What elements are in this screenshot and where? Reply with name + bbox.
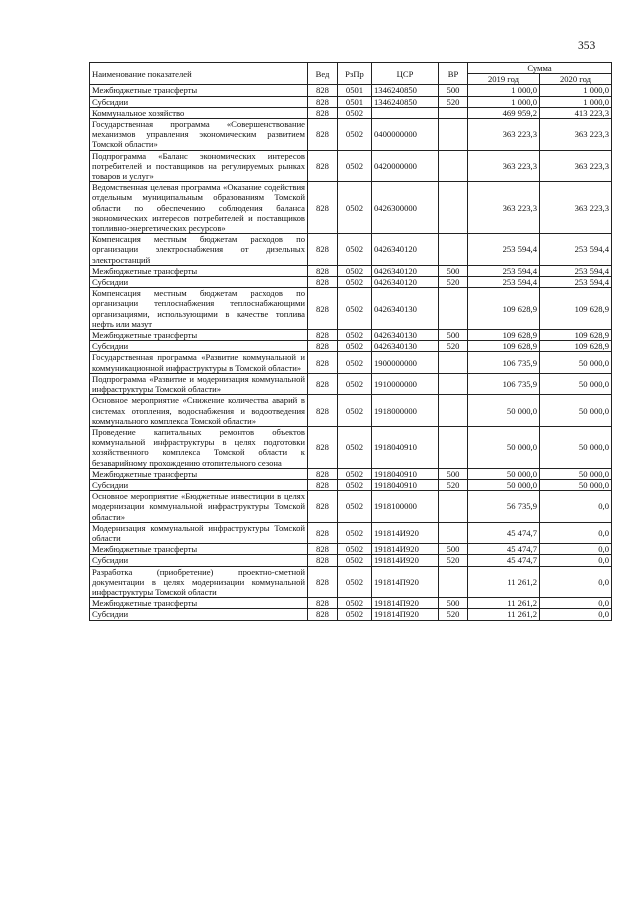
cell-2019: 45 474,7	[468, 555, 540, 566]
cell-csr: 0426300000	[372, 182, 439, 234]
cell-ved: 828	[308, 395, 338, 427]
cell-vr: 500	[439, 598, 468, 609]
cell-name: Субсидии	[90, 341, 308, 352]
cell-ved: 828	[308, 234, 338, 266]
cell-name: Межбюджетные трансферты	[90, 85, 308, 96]
table-row	[90, 373, 612, 394]
table-row	[90, 566, 612, 598]
table-row	[90, 352, 612, 373]
cell-2020: 253 594,4	[540, 277, 612, 288]
cell-rzpr: 0502	[338, 341, 372, 352]
cell-name: Субсидии	[90, 96, 308, 107]
cell-csr: 191814И920	[372, 544, 439, 555]
table-body	[90, 85, 612, 620]
cell-2020: 363 223,3	[540, 182, 612, 234]
cell-2020: 1 000,0	[540, 96, 612, 107]
cell-2019: 11 261,2	[468, 598, 540, 609]
cell-name: Субсидии	[90, 555, 308, 566]
cell-rzpr: 0502	[338, 468, 372, 479]
cell-ved: 828	[308, 544, 338, 555]
cell-name: Государственная программа «Совершенствование механизмов управления экономическим развитием Томской области»	[90, 119, 308, 151]
cell-2019: 50 000,0	[468, 426, 540, 468]
cell-vr	[439, 426, 468, 468]
cell-2020: 109 628,9	[540, 288, 612, 330]
cell-csr: 0400000000	[372, 119, 439, 151]
header-sum: Сумма	[468, 63, 612, 74]
cell-vr: 500	[439, 544, 468, 555]
cell-2019: 109 628,9	[468, 330, 540, 341]
cell-ved: 828	[308, 566, 338, 598]
cell-name: Субсидии	[90, 277, 308, 288]
cell-2019: 11 261,2	[468, 566, 540, 598]
cell-csr	[372, 107, 439, 118]
cell-name: Разработка (приобретение) проектно-сметной документации в целях модернизации коммунальной инфраструктуры Томской области	[90, 566, 308, 598]
table-row	[90, 288, 612, 330]
table-row	[90, 609, 612, 620]
cell-vr	[439, 288, 468, 330]
cell-ved: 828	[308, 468, 338, 479]
table-row	[90, 598, 612, 609]
cell-name: Компенсация местным бюджетам расходов по организации электроснабжения от дизельных электростанций	[90, 234, 308, 266]
cell-2020: 109 628,9	[540, 330, 612, 341]
cell-2020: 0,0	[540, 598, 612, 609]
cell-vr	[439, 234, 468, 266]
cell-ved: 828	[308, 522, 338, 543]
cell-2019: 109 628,9	[468, 341, 540, 352]
cell-vr: 520	[439, 341, 468, 352]
cell-ved: 828	[308, 330, 338, 341]
cell-vr: 520	[439, 555, 468, 566]
cell-ved: 828	[308, 96, 338, 107]
cell-ved: 828	[308, 352, 338, 373]
cell-ved: 828	[308, 182, 338, 234]
cell-name: Межбюджетные трансферты	[90, 330, 308, 341]
cell-vr	[439, 182, 468, 234]
cell-name: Основное мероприятие «Снижение количества аварий в системах отопления, водоснабжения и водоотведения коммунального комплекса Томской области»	[90, 395, 308, 427]
cell-ved: 828	[308, 107, 338, 118]
cell-2020: 0,0	[540, 491, 612, 523]
cell-2020: 0,0	[540, 522, 612, 543]
cell-2020: 0,0	[540, 544, 612, 555]
cell-vr	[439, 566, 468, 598]
cell-vr	[439, 491, 468, 523]
cell-ved: 828	[308, 491, 338, 523]
cell-ved: 828	[308, 479, 338, 490]
header-ved: Вед	[308, 63, 338, 85]
cell-2020: 0,0	[540, 555, 612, 566]
cell-vr	[439, 373, 468, 394]
cell-2020: 0,0	[540, 566, 612, 598]
cell-2020: 50 000,0	[540, 395, 612, 427]
cell-rzpr: 0502	[338, 234, 372, 266]
cell-2020: 413 223,3	[540, 107, 612, 118]
cell-csr: 0426340130	[372, 288, 439, 330]
cell-csr: 1918000000	[372, 395, 439, 427]
cell-rzpr: 0502	[338, 479, 372, 490]
cell-2019: 363 223,3	[468, 119, 540, 151]
cell-rzpr: 0502	[338, 277, 372, 288]
cell-vr	[439, 150, 468, 182]
cell-2020: 50 000,0	[540, 352, 612, 373]
cell-csr: 191814И920	[372, 522, 439, 543]
cell-vr: 500	[439, 468, 468, 479]
cell-2019: 11 261,2	[468, 609, 540, 620]
table-row	[90, 265, 612, 276]
cell-vr	[439, 107, 468, 118]
header-year-2019: 2019 год	[468, 74, 540, 85]
header-rzpr: РзПр	[338, 63, 372, 85]
cell-vr	[439, 352, 468, 373]
cell-rzpr: 0502	[338, 182, 372, 234]
cell-csr: 191814П920	[372, 609, 439, 620]
cell-csr: 191814П920	[372, 598, 439, 609]
cell-csr: 0426340120	[372, 234, 439, 266]
cell-csr: 1918040910	[372, 426, 439, 468]
cell-name: Проведение капитальных ремонтов объектов коммунальной инфраструктуры в целях подготовки хозяйственного комплекса Томской области к безаварийному прохождению отопительного сезона	[90, 426, 308, 468]
cell-2019: 109 628,9	[468, 288, 540, 330]
cell-name: Государственная программа «Развитие коммунальной и коммуникационной инфраструктуры в Томской области»	[90, 352, 308, 373]
cell-vr: 520	[439, 96, 468, 107]
cell-2020: 363 223,3	[540, 150, 612, 182]
cell-rzpr: 0502	[338, 555, 372, 566]
cell-csr: 0426340130	[372, 341, 439, 352]
cell-2020: 0,0	[540, 609, 612, 620]
cell-2019: 1 000,0	[468, 85, 540, 96]
cell-rzpr: 0502	[338, 544, 372, 555]
cell-ved: 828	[308, 426, 338, 468]
cell-2020: 50 000,0	[540, 426, 612, 468]
cell-rzpr: 0502	[338, 265, 372, 276]
cell-2019: 45 474,7	[468, 522, 540, 543]
cell-csr: 1910000000	[372, 373, 439, 394]
table-row	[90, 395, 612, 427]
cell-ved: 828	[308, 373, 338, 394]
cell-name: Ведомственная целевая программа «Оказание содействия отдельным муниципальным образованиям Томской области по обеспечению соблюдения баланса экономических интересов потребителей и поставщиков топливно-энергетических ресурсов»	[90, 182, 308, 234]
cell-2019: 253 594,4	[468, 234, 540, 266]
cell-rzpr: 0502	[338, 491, 372, 523]
cell-csr: 191814П920	[372, 566, 439, 598]
cell-csr: 1918100000	[372, 491, 439, 523]
cell-rzpr: 0502	[338, 395, 372, 427]
table-row	[90, 182, 612, 234]
cell-csr: 1918040910	[372, 468, 439, 479]
cell-2019: 106 735,9	[468, 352, 540, 373]
cell-vr: 520	[439, 479, 468, 490]
cell-ved: 828	[308, 265, 338, 276]
cell-vr: 520	[439, 277, 468, 288]
cell-ved: 828	[308, 341, 338, 352]
cell-name: Субсидии	[90, 609, 308, 620]
cell-2020: 50 000,0	[540, 479, 612, 490]
cell-name: Межбюджетные трансферты	[90, 468, 308, 479]
cell-name: Межбюджетные трансферты	[90, 544, 308, 555]
table-row	[90, 277, 612, 288]
cell-rzpr: 0502	[338, 352, 372, 373]
cell-2019: 50 000,0	[468, 468, 540, 479]
cell-2020: 50 000,0	[540, 373, 612, 394]
cell-2019: 1 000,0	[468, 96, 540, 107]
cell-vr	[439, 522, 468, 543]
cell-name: Субсидии	[90, 479, 308, 490]
cell-2020: 253 594,4	[540, 265, 612, 276]
cell-2019: 50 000,0	[468, 395, 540, 427]
cell-name: Модернизация коммунальной инфраструктуры Томской области	[90, 522, 308, 543]
cell-rzpr: 0502	[338, 119, 372, 151]
header-vr: ВР	[439, 63, 468, 85]
cell-2019: 56 735,9	[468, 491, 540, 523]
cell-rzpr: 0502	[338, 566, 372, 598]
table-row	[90, 234, 612, 266]
cell-ved: 828	[308, 555, 338, 566]
cell-rzpr: 0502	[338, 150, 372, 182]
cell-vr	[439, 119, 468, 151]
cell-vr: 500	[439, 265, 468, 276]
table-row	[90, 96, 612, 107]
cell-2019: 469 959,2	[468, 107, 540, 118]
cell-2019: 363 223,3	[468, 182, 540, 234]
cell-ved: 828	[308, 609, 338, 620]
table-row	[90, 426, 612, 468]
table-row	[90, 491, 612, 523]
cell-csr: 1900000000	[372, 352, 439, 373]
table-row	[90, 341, 612, 352]
cell-rzpr: 0501	[338, 85, 372, 96]
cell-2019: 45 474,7	[468, 544, 540, 555]
table-row	[90, 85, 612, 96]
budget-table	[89, 62, 612, 621]
cell-ved: 828	[308, 277, 338, 288]
cell-2019: 253 594,4	[468, 277, 540, 288]
cell-rzpr: 0501	[338, 96, 372, 107]
cell-rzpr: 0502	[338, 426, 372, 468]
cell-ved: 828	[308, 598, 338, 609]
table-row	[90, 330, 612, 341]
cell-rzpr: 0502	[338, 609, 372, 620]
cell-name: Межбюджетные трансферты	[90, 265, 308, 276]
cell-csr: 0426340120	[372, 277, 439, 288]
cell-csr: 0420000000	[372, 150, 439, 182]
cell-ved: 828	[308, 150, 338, 182]
cell-2019: 50 000,0	[468, 479, 540, 490]
cell-2020: 1 000,0	[540, 85, 612, 96]
cell-rzpr: 0502	[338, 598, 372, 609]
table-row	[90, 107, 612, 118]
cell-vr: 500	[439, 85, 468, 96]
cell-2020: 50 000,0	[540, 468, 612, 479]
cell-2019: 253 594,4	[468, 265, 540, 276]
cell-name: Компенсация местным бюджетам расходов по организации теплоснабжения теплоснабжающими организациями, использующими в качестве топлива нефть или мазут	[90, 288, 308, 330]
cell-rzpr: 0502	[338, 107, 372, 118]
page-number: 353	[578, 40, 596, 52]
cell-vr: 500	[439, 330, 468, 341]
cell-name: Коммунальное хозяйство	[90, 107, 308, 118]
table-row	[90, 150, 612, 182]
cell-2019: 106 735,9	[468, 373, 540, 394]
table-row	[90, 555, 612, 566]
cell-ved: 828	[308, 85, 338, 96]
header-csr: ЦСР	[372, 63, 439, 85]
cell-2020: 109 628,9	[540, 341, 612, 352]
header-name: Наименование показателей	[90, 63, 308, 85]
table-row	[90, 479, 612, 490]
cell-rzpr: 0502	[338, 288, 372, 330]
cell-csr: 0426340120	[372, 265, 439, 276]
cell-csr: 191814И920	[372, 555, 439, 566]
cell-csr: 1346240850	[372, 85, 439, 96]
table-row	[90, 468, 612, 479]
cell-vr	[439, 395, 468, 427]
cell-2020: 363 223,3	[540, 119, 612, 151]
cell-name: Основное мероприятие «Бюджетные инвестиции в целях модернизации коммунальной инфраструктуры Томской области»	[90, 491, 308, 523]
cell-rzpr: 0502	[338, 330, 372, 341]
cell-csr: 1346240850	[372, 96, 439, 107]
cell-rzpr: 0502	[338, 522, 372, 543]
cell-name: Межбюджетные трансферты	[90, 598, 308, 609]
cell-ved: 828	[308, 288, 338, 330]
cell-rzpr: 0502	[338, 373, 372, 394]
table-row	[90, 119, 612, 151]
cell-csr: 0426340130	[372, 330, 439, 341]
table-row	[90, 522, 612, 543]
cell-2019: 363 223,3	[468, 150, 540, 182]
cell-csr: 1918040910	[372, 479, 439, 490]
cell-name: Подпрограмма «Баланс экономических интересов потребителей и поставщиков на регулируемых рынках товаров и услуг»	[90, 150, 308, 182]
cell-vr: 520	[439, 609, 468, 620]
cell-2020: 253 594,4	[540, 234, 612, 266]
cell-name: Подпрограмма «Развитие и модернизация коммунальной инфраструктуры Томской области»	[90, 373, 308, 394]
header-year-2020: 2020 год	[540, 74, 612, 85]
cell-ved: 828	[308, 119, 338, 151]
table-row	[90, 544, 612, 555]
